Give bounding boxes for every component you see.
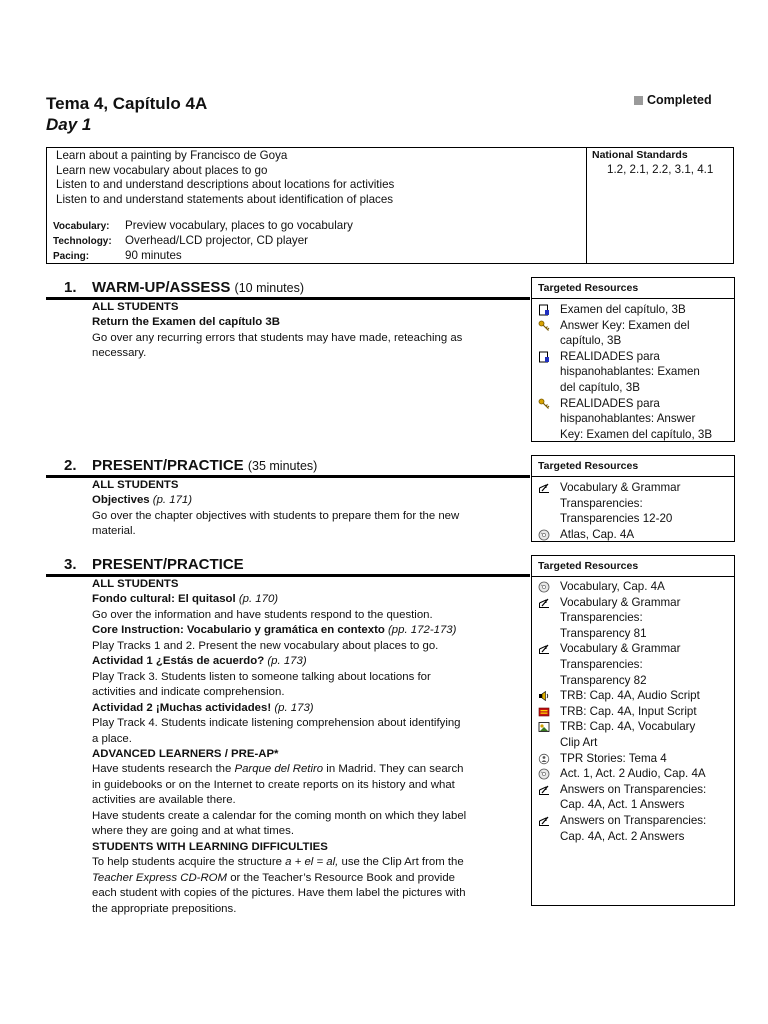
learning-difficulties-heading: STUDENTS WITH LEARNING DIFFICULTIES — [92, 840, 328, 853]
resource-text: Transparency 82 — [560, 673, 647, 687]
targeted-resources-box — [531, 455, 735, 542]
pacing-value: 90 minutes — [125, 249, 182, 262]
resource-item — [532, 688, 734, 704]
activity-text: material. — [92, 525, 136, 538]
transparency-icon — [538, 784, 550, 796]
resource-item — [532, 766, 734, 782]
day-label: Day 1 — [46, 115, 92, 134]
resource-text: Transparencies 12-20 — [560, 512, 673, 526]
resource-text: Vocabulary & Grammar — [560, 481, 681, 494]
section-title-text: PRESENT/PRACTICE — [92, 457, 244, 474]
resource-item — [532, 480, 734, 527]
page-reference: (pp. 172-173) — [388, 624, 457, 637]
resource-text: Vocabulary, Cap. 4A — [560, 580, 665, 593]
activity-text: activities are available there. — [92, 794, 236, 807]
activity-text: Go over the chapter objectives with students to prepare them for the new — [92, 509, 460, 522]
activity-text: Play Track 4. Students indicate listening comprehension about identifying — [92, 717, 461, 730]
activity-heading: Return the Examen del capítulo 3B — [92, 316, 280, 329]
activity-text: Have students create a calendar for the coming month on which they label — [92, 809, 467, 822]
activity-text: Play Track 3. Students listen to someone talking about locations for — [92, 670, 431, 683]
resource-text: TRB: Cap. 4A, Input Script — [560, 704, 697, 718]
audience-label: ALL STUDENTS — [92, 578, 179, 590]
section-body — [92, 478, 502, 540]
section-number: 3. — [64, 556, 77, 573]
emphasis-text: Parque del Retiro — [234, 763, 324, 776]
activity-heading: Fondo cultural: El quitasol — [92, 593, 236, 606]
activity-heading: Objectives — [92, 494, 150, 507]
activity-text: activities and indicate comprehension. — [92, 686, 285, 699]
resource-item — [532, 527, 734, 543]
technology-label: Technology: — [53, 236, 112, 247]
resource-item — [532, 782, 734, 813]
audio-icon — [538, 690, 550, 702]
resource-item — [532, 704, 734, 720]
resource-text: TRB: Cap. 4A, Vocabulary — [560, 720, 696, 734]
objective-line: Learn about a painting by Francisco de Goya — [56, 149, 288, 162]
transparency-icon — [538, 643, 550, 655]
activity-text: each student with copies of the pictures. Have them label the pictures with — [92, 887, 466, 900]
page-reference: (p. 173) — [267, 655, 307, 668]
page-reference: (p. 171) — [152, 494, 193, 507]
resource-text: Answers on Transparencies: — [560, 813, 707, 827]
audience-label: ALL STUDENTS — [92, 479, 179, 491]
targeted-resources-label: Targeted Resources — [532, 456, 734, 477]
resource-text: Transparencies: — [560, 657, 643, 671]
activity-text: use the Clip Art from the — [341, 856, 464, 869]
resource-item — [532, 396, 734, 443]
objective-line: Listen to and understand descriptions about locations for activities — [56, 178, 395, 191]
advanced-learners-heading: ADVANCED LEARNERS / PRE-AP* — [92, 747, 279, 760]
resource-text: Act. 1, Act. 2 Audio, Cap. 4A — [560, 767, 706, 781]
section-title: PRESENT/PRACTICE — [92, 556, 244, 573]
activity-text: the appropriate prepositions. — [92, 902, 237, 915]
key-icon — [538, 320, 550, 332]
resource-text: REALIDADES para — [560, 349, 660, 363]
activity-text: Go over the information and have students respond to the question. — [92, 608, 433, 621]
resource-text: Examen del capítulo, 3B — [560, 303, 686, 316]
activity-text: in guidebooks or on the Internet to create reports on its history and what — [92, 778, 455, 791]
resource-item — [532, 579, 734, 595]
resource-text: Vocabulary & Grammar — [560, 595, 681, 609]
resource-item — [532, 302, 734, 318]
activity-text: Play Tracks 1 and 2. Present the new vocabulary about places to go. — [92, 639, 439, 652]
objective-line: Learn new vocabulary about places to go — [56, 163, 268, 177]
tpr-icon — [538, 753, 550, 765]
resource-item — [532, 318, 734, 349]
test-icon — [538, 304, 550, 316]
page-reference: (p. 170) — [238, 593, 279, 606]
activity-text: where they are going and at what times. — [92, 825, 294, 838]
resource-text: Answers on Transparencies: — [560, 782, 707, 796]
audience-label: ALL STUDENTS — [92, 301, 179, 313]
objective-line: Listen to and understand statements about identification of places — [56, 192, 394, 206]
national-standards-label: National Standards — [592, 149, 688, 161]
clipart-icon — [538, 721, 550, 733]
resource-item — [532, 719, 734, 750]
activity-text: Go over any recurring errors that students may have made, reteaching as — [92, 331, 463, 344]
activity-text: Have students research the — [92, 763, 232, 776]
section-title-text: WARM-UP/ASSESS — [92, 279, 231, 296]
objectives-box — [46, 147, 734, 264]
completed-label: Completed — [647, 93, 712, 107]
resource-text: capítulo, 3B — [560, 334, 622, 348]
resource-text: REALIDADES para — [560, 396, 660, 410]
script-icon — [538, 706, 550, 718]
targeted-resources-label: Targeted Resources — [532, 278, 734, 299]
section-number: 1. — [64, 279, 77, 296]
cd-icon — [538, 768, 550, 780]
resource-text: hispanohablantes: Answer — [560, 412, 696, 426]
objectives-divider — [586, 148, 587, 263]
transparency-icon — [538, 482, 550, 494]
vocabulary-label: Vocabulary: — [53, 221, 110, 232]
resource-text: Clip Art — [560, 735, 598, 749]
resource-text: TPR Stories: Tema 4 — [560, 751, 667, 765]
pacing-label: Pacing: — [53, 251, 90, 262]
resource-text: Cap. 4A, Act. 2 Answers — [560, 829, 685, 843]
cd-icon — [538, 529, 550, 541]
resource-item — [532, 349, 734, 396]
section-title — [92, 457, 317, 474]
resource-text: Key: Examen del capítulo, 3B — [560, 427, 713, 441]
resource-item — [532, 813, 734, 844]
resource-text: TRB: Cap. 4A, Audio Script — [560, 689, 700, 703]
activity-text: or the Teacher’s Resource Book and provide — [230, 871, 456, 884]
activity-text: a place. — [92, 732, 132, 745]
page-title: Tema 4, Capítulo 4A — [46, 94, 208, 113]
resource-text: del capítulo, 3B — [560, 380, 640, 394]
cd-icon — [538, 581, 550, 593]
resource-text: Transparencies: — [560, 496, 643, 510]
section-number: 2. — [64, 457, 77, 474]
resource-item — [532, 751, 734, 767]
targeted-resources-box — [531, 555, 735, 906]
resource-text: Answer Key: Examen del — [560, 318, 690, 332]
emphasis-text: a + el = al, — [285, 856, 339, 869]
section-body — [92, 577, 502, 917]
page-reference: (p. 173) — [274, 701, 314, 714]
section-time: (35 minutes) — [247, 459, 318, 473]
activity-text: To help students acquire the structure — [92, 856, 282, 869]
completed-checkbox-icon[interactable] — [634, 96, 643, 105]
section-title — [92, 279, 304, 296]
resource-text: Transparency 81 — [560, 626, 647, 640]
section-time: (10 minutes) — [234, 281, 305, 295]
activity-heading: Actividad 2 ¡Muchas actividades! — [92, 701, 272, 714]
targeted-resources-box — [531, 277, 735, 442]
technology-value: Overhead/LCD projector, CD player — [125, 234, 309, 247]
transparency-icon — [538, 597, 550, 609]
transparency-icon — [538, 815, 550, 827]
targeted-resources-label: Targeted Resources — [532, 556, 734, 577]
emphasis-text: Teacher Express CD-ROM — [92, 871, 228, 884]
completed-status[interactable] — [634, 93, 712, 107]
resource-text: Transparencies: — [560, 611, 643, 625]
resource-text: Vocabulary & Grammar — [560, 642, 681, 656]
national-standards-value: 1.2, 2.1, 2.2, 3.1, 4.1 — [607, 163, 714, 176]
section-body — [92, 300, 502, 362]
activity-heading: Actividad 1 ¿Estás de acuerdo? — [92, 655, 265, 668]
activity-heading: Core Instruction: Vocabulario y gramática en contexto — [92, 624, 385, 637]
key-icon — [538, 398, 550, 410]
activity-text: necessary. — [92, 347, 147, 360]
activity-text: in Madrid. They can search — [326, 763, 464, 776]
resource-text: Cap. 4A, Act. 1 Answers — [560, 798, 685, 812]
resource-text: Atlas, Cap. 4A — [560, 527, 635, 541]
resource-item — [532, 641, 734, 688]
resource-item — [532, 595, 734, 642]
vocabulary-value: Preview vocabulary, places to go vocabulary — [125, 219, 353, 232]
test-icon — [538, 351, 550, 363]
resource-text: hispanohablantes: Examen — [560, 365, 700, 379]
